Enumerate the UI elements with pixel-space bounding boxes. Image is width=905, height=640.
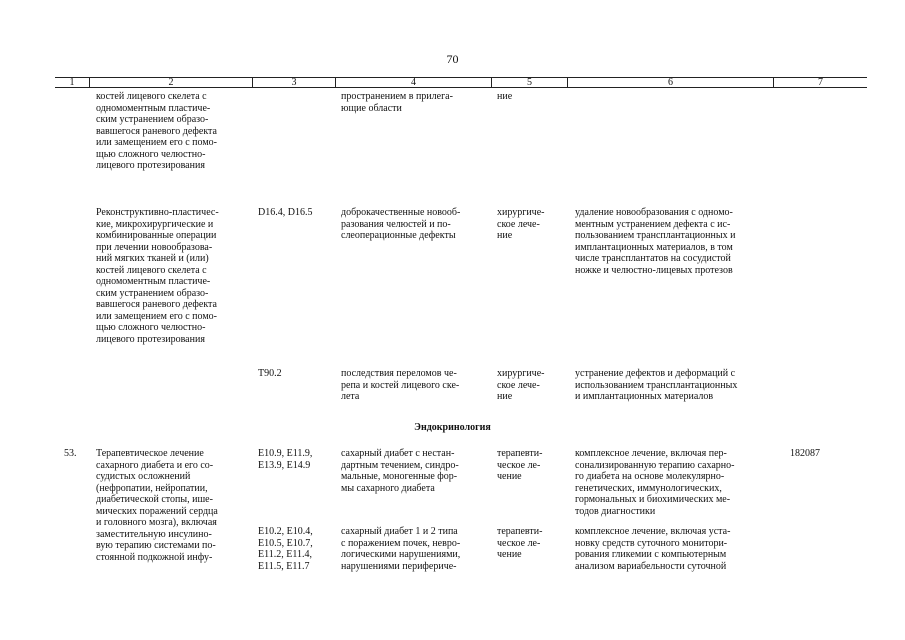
table-cell-treatment-method: комплексное лечение, включая уста- новку средств суточного монитори- рования гликемии с компьютерным анализом вариабельности суточной [575,526,731,572]
table-cell-treatment-method: устранение дефектов и деформаций с использованием трансплантационных и имплантационных материалов [575,368,738,402]
table-cell-treatment-type: хирургиче- ское лече- ние [497,207,545,241]
table-cell-treatment-method: комплексное лечение, включая пер- сонализированную терапию сахарно- го диабета на основе молекулярно- генетических, иммунологических, гормональных и биохимических ме- тодов диагностики [575,448,735,517]
table-cell-icd-codes: E10.9, E11.9, E13.9, E14.9 [258,448,313,471]
table-cell-treatment-method: удаление новообразования с одномо- ментным устранением дефекта с ис- пользованием трансплантационных и имплантационных материалов, в том числе трансплантатов на сосудистой ножке и челюстно-лицевых протезов [575,207,736,276]
table-cell-treatment-type: хирургиче- ское лече- ние [497,368,545,402]
column-header-1: 1 [69,77,75,88]
table-cell-icd-codes: T90.2 [258,368,282,379]
table-cell-diagnosis: доброкачественные новооб- разования челюстей и по- слеоперационные дефекты [341,207,461,241]
table-cell-icd-codes: D16.4, D16.5 [258,207,313,218]
column-header-2: 2 [168,77,174,88]
table-cell-row-number: 53. [64,448,77,459]
table-cell-diagnosis: пространением в прилега- ющие области [341,91,453,114]
table-cell-diagnosis: последствия переломов че- репа и костей лицевого ске- лета [341,368,460,402]
column-header-4: 4 [411,77,416,88]
table-cell-icd-codes: E10.2, E10.4, E10.5, E10.7, E11.2, E11.4, E11.5, E11.7 [258,526,313,572]
table-cell-treatment-type: ние [497,91,513,102]
table-cell-diagnosis: сахарный диабет 1 и 2 типа с поражением почек, невро- логическими нарушениями, нарушениями перифериче- [341,526,461,572]
table-cell-cost: 182087 [790,448,820,459]
table-cell-method: костей лицевого скелета с одномоментным пластиче- ским устранением образо- вавшегося раневого дефекта или замещением его с помо- щью сложного челюстно- лицевого протезирования [96,91,218,171]
section-title: Эндокринология [414,422,491,433]
column-header-6: 6 [668,77,673,88]
column-header-7: 7 [818,77,823,88]
table-cell-method: Реконструктивно-пластичес- кие, микрохирургические и комбинированные операции при лечении новообразова- ний мягких тканей и (или) костей лицевого скелета с одномоментным пластиче- ским устранением образо- вавшегося раневого дефекта или замещением его с помо- щью сложного челюстно- лицевого протезирования [96,207,219,345]
column-header-5: 5 [527,77,532,88]
column-header-3: 3 [291,77,297,88]
table-cell-treatment-type: терапевти- ческое ле- чение [497,526,543,560]
page-number: 70 [446,52,459,66]
table-cell-treatment-type: терапевти- ческое ле- чение [497,448,543,482]
table-cell-diagnosis: сахарный диабет с нестан- дартным течением, синдро- мальные, моногенные фор- мы сахарного диабета [341,448,459,494]
table-cell-method: Терапевтическое лечение сахарного диабета и его со- судистых осложнений (нефропатии, нейропатии, диабетической стопы, ише- мических поражений сердца и головного мозга), включая заместительную инсулино- вую терапию системами по- стоянной подкожной инфу- [96,448,218,563]
